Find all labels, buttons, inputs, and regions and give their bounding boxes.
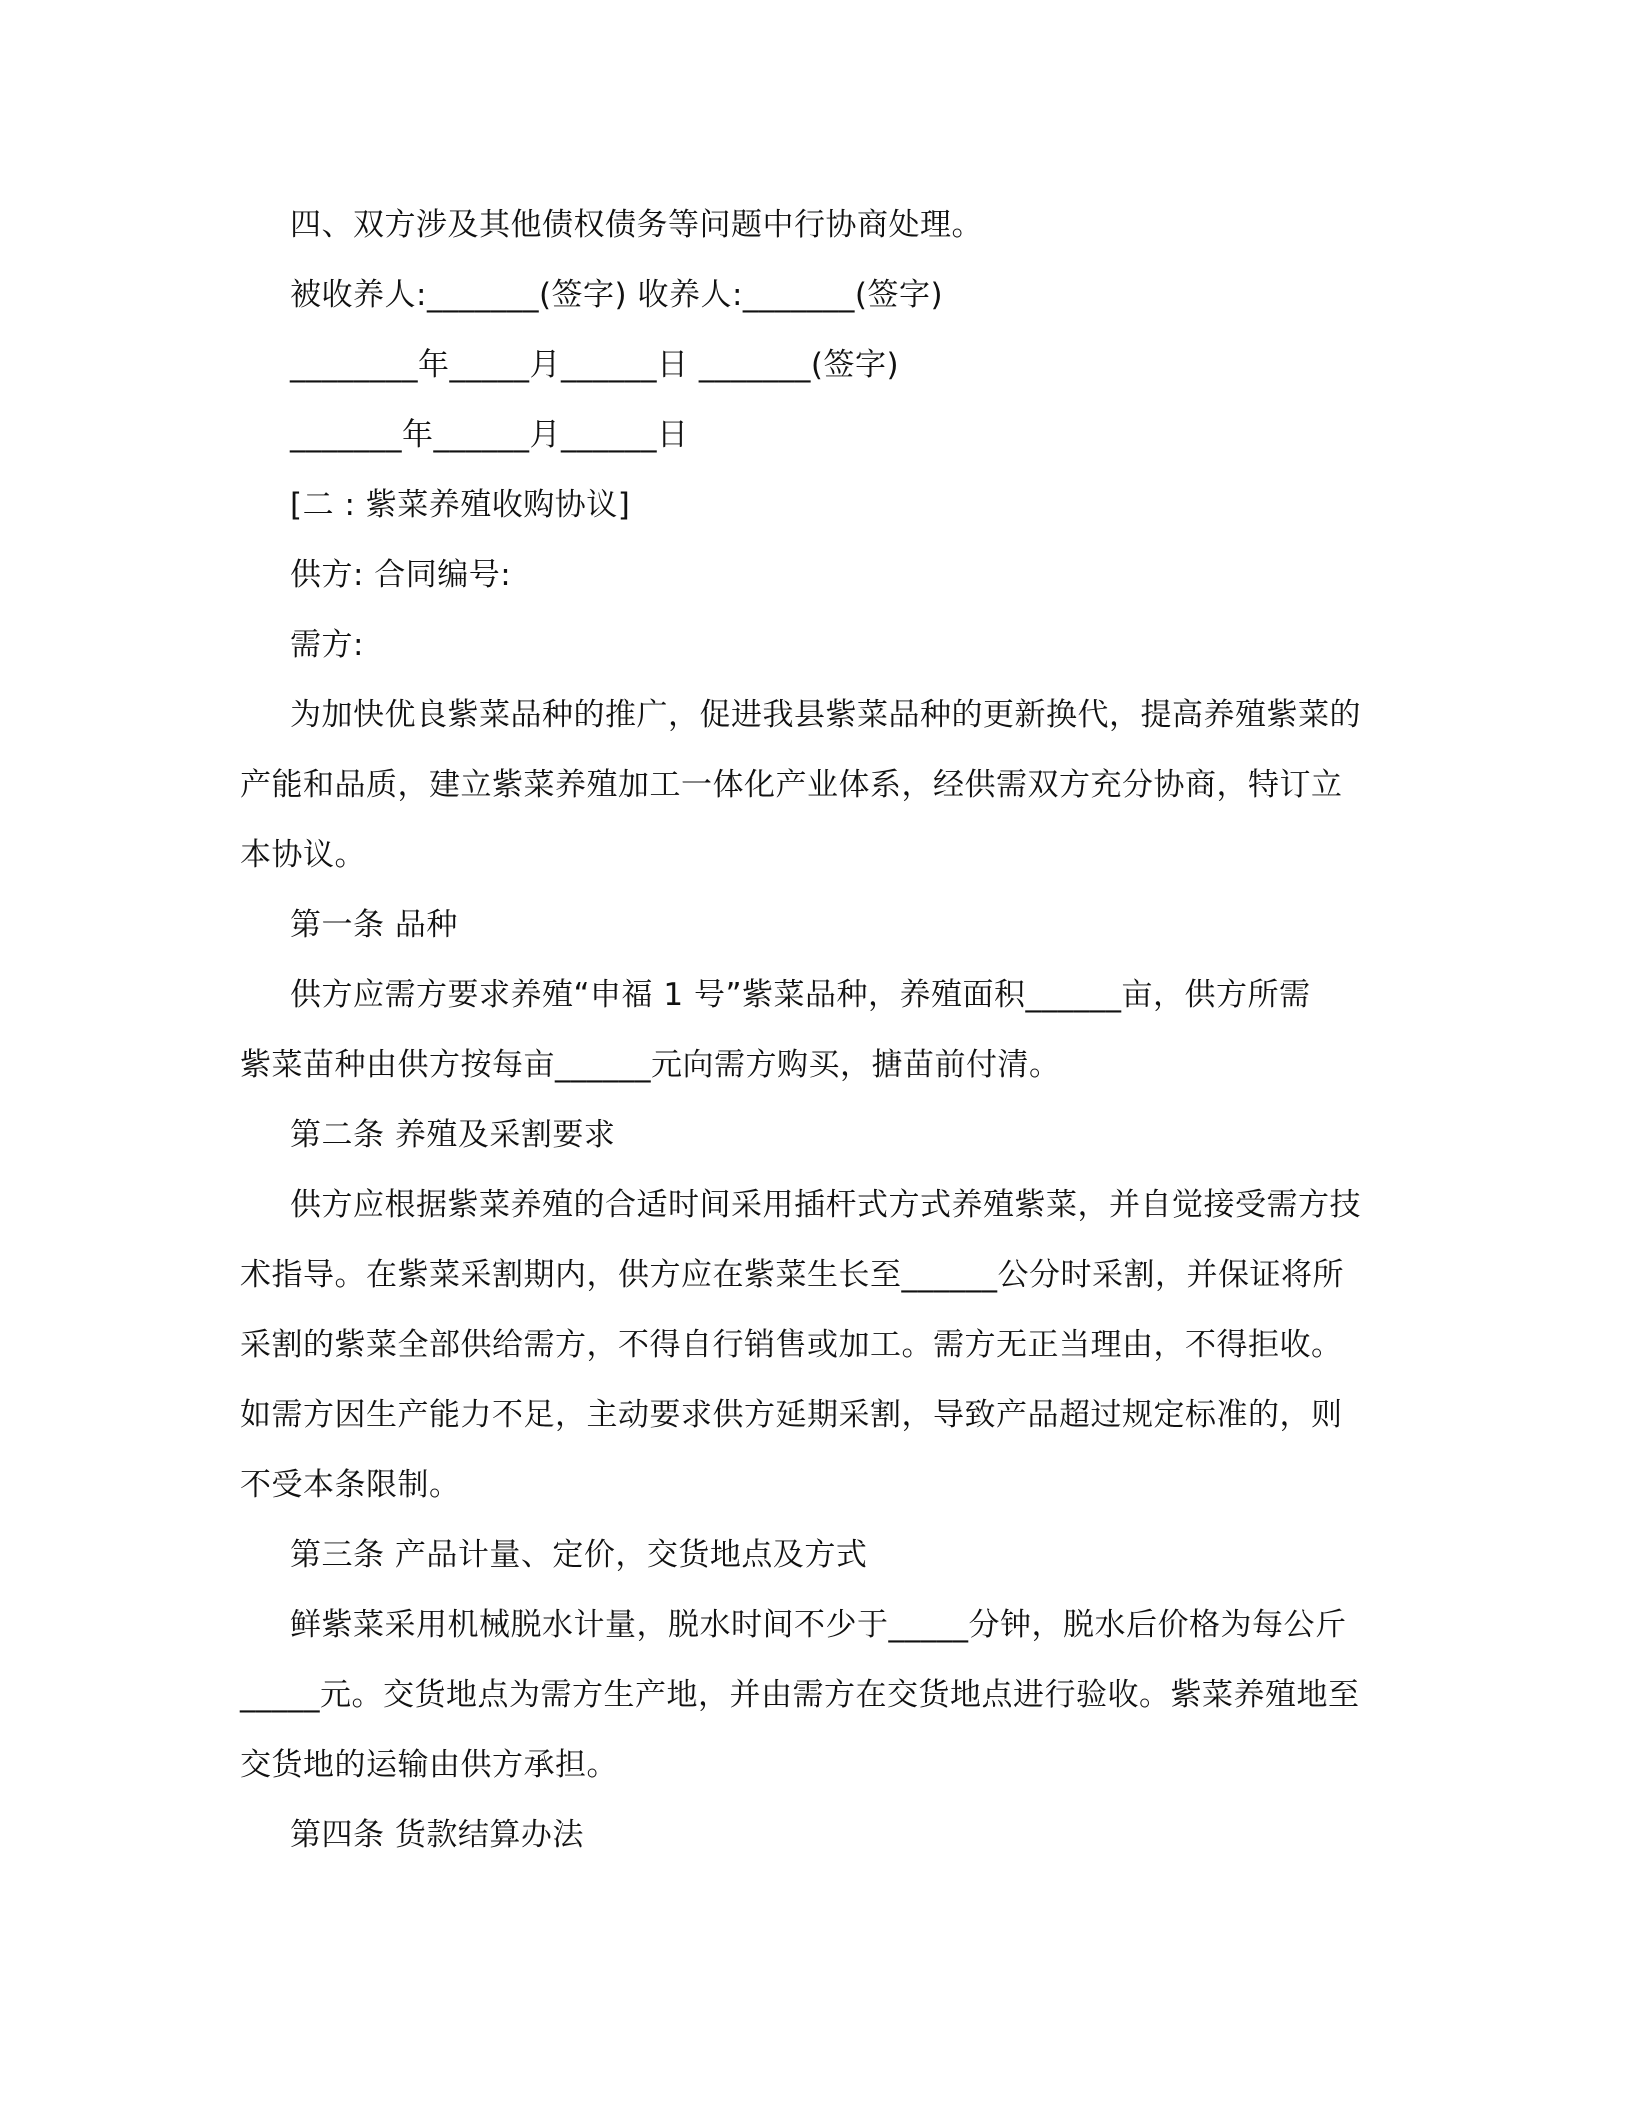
article-three-line-3: 交货地的运输由供方承担。 bbox=[240, 1747, 618, 1783]
preamble-line-3: 本协议。 bbox=[240, 837, 366, 873]
article-two-line-1: 供方应根据紫菜养殖的合适时间采用插杆式方式养殖紫菜，并自觉接受需方技 bbox=[290, 1187, 1361, 1223]
article-four-heading: 第四条 货款结算办法 bbox=[290, 1817, 584, 1853]
article-one-line-1: 供方应需方要求养殖“申福 1 号”紫菜品种，养殖面积______亩，供方所需 bbox=[290, 977, 1311, 1013]
article-one-heading: 第一条 品种 bbox=[290, 907, 458, 943]
section-title: [二 : 紫菜养殖收购协议] bbox=[290, 487, 631, 523]
article-one-line-2: 紫菜苗种由供方按每亩______元向需方购买，搪苗前付清。 bbox=[240, 1047, 1061, 1083]
clause-four-text: 四、双方涉及其他债权债务等问题中行协商处理。 bbox=[290, 207, 983, 243]
preamble-line-1: 为加快优良紫菜品种的推广，促进我县紫菜品种的更新换代，提高养殖紫菜的 bbox=[290, 697, 1361, 733]
article-two-line-4: 如需方因生产能力不足，主动要求供方延期采割，导致产品超过规定标准的，则 bbox=[240, 1397, 1343, 1433]
article-two-line-2: 术指导。在紫菜采割期内，供方应在紫菜生长至______公分时采割，并保证将所 bbox=[240, 1257, 1344, 1293]
buyer-label: 需方: bbox=[290, 627, 364, 663]
article-three-line-2: _____元。交货地点为需方生产地，并由需方在交货地点进行验收。紫菜养殖地至 bbox=[240, 1677, 1360, 1713]
preamble-line-2: 产能和品质，建立紫菜养殖加工一体化产业体系，经供需双方充分协商，特订立 bbox=[240, 767, 1343, 803]
article-three-heading: 第三条 产品计量、定价，交货地点及方式 bbox=[290, 1537, 868, 1573]
signature-line-adopter: 被收养人:_______(签字) 收养人:_______(签字) bbox=[290, 277, 944, 313]
date-line: _______年______月______日 bbox=[290, 417, 689, 453]
article-two-line-5: 不受本条限制。 bbox=[240, 1467, 461, 1503]
article-two-line-3: 采割的紫菜全部供给需方，不得自行销售或加工。需方无正当理由，不得拒收。 bbox=[240, 1327, 1343, 1363]
date-signature-line: ________年_____月______日 _______(签字) bbox=[290, 347, 900, 383]
article-two-heading: 第二条 养殖及采割要求 bbox=[290, 1117, 616, 1153]
article-three-line-1: 鲜紫菜采用机械脱水计量，脱水时间不少于_____分钟，脱水后价格为每公斤 bbox=[290, 1607, 1347, 1643]
supplier-contract-no: 供方: 合同编号: bbox=[290, 557, 512, 593]
